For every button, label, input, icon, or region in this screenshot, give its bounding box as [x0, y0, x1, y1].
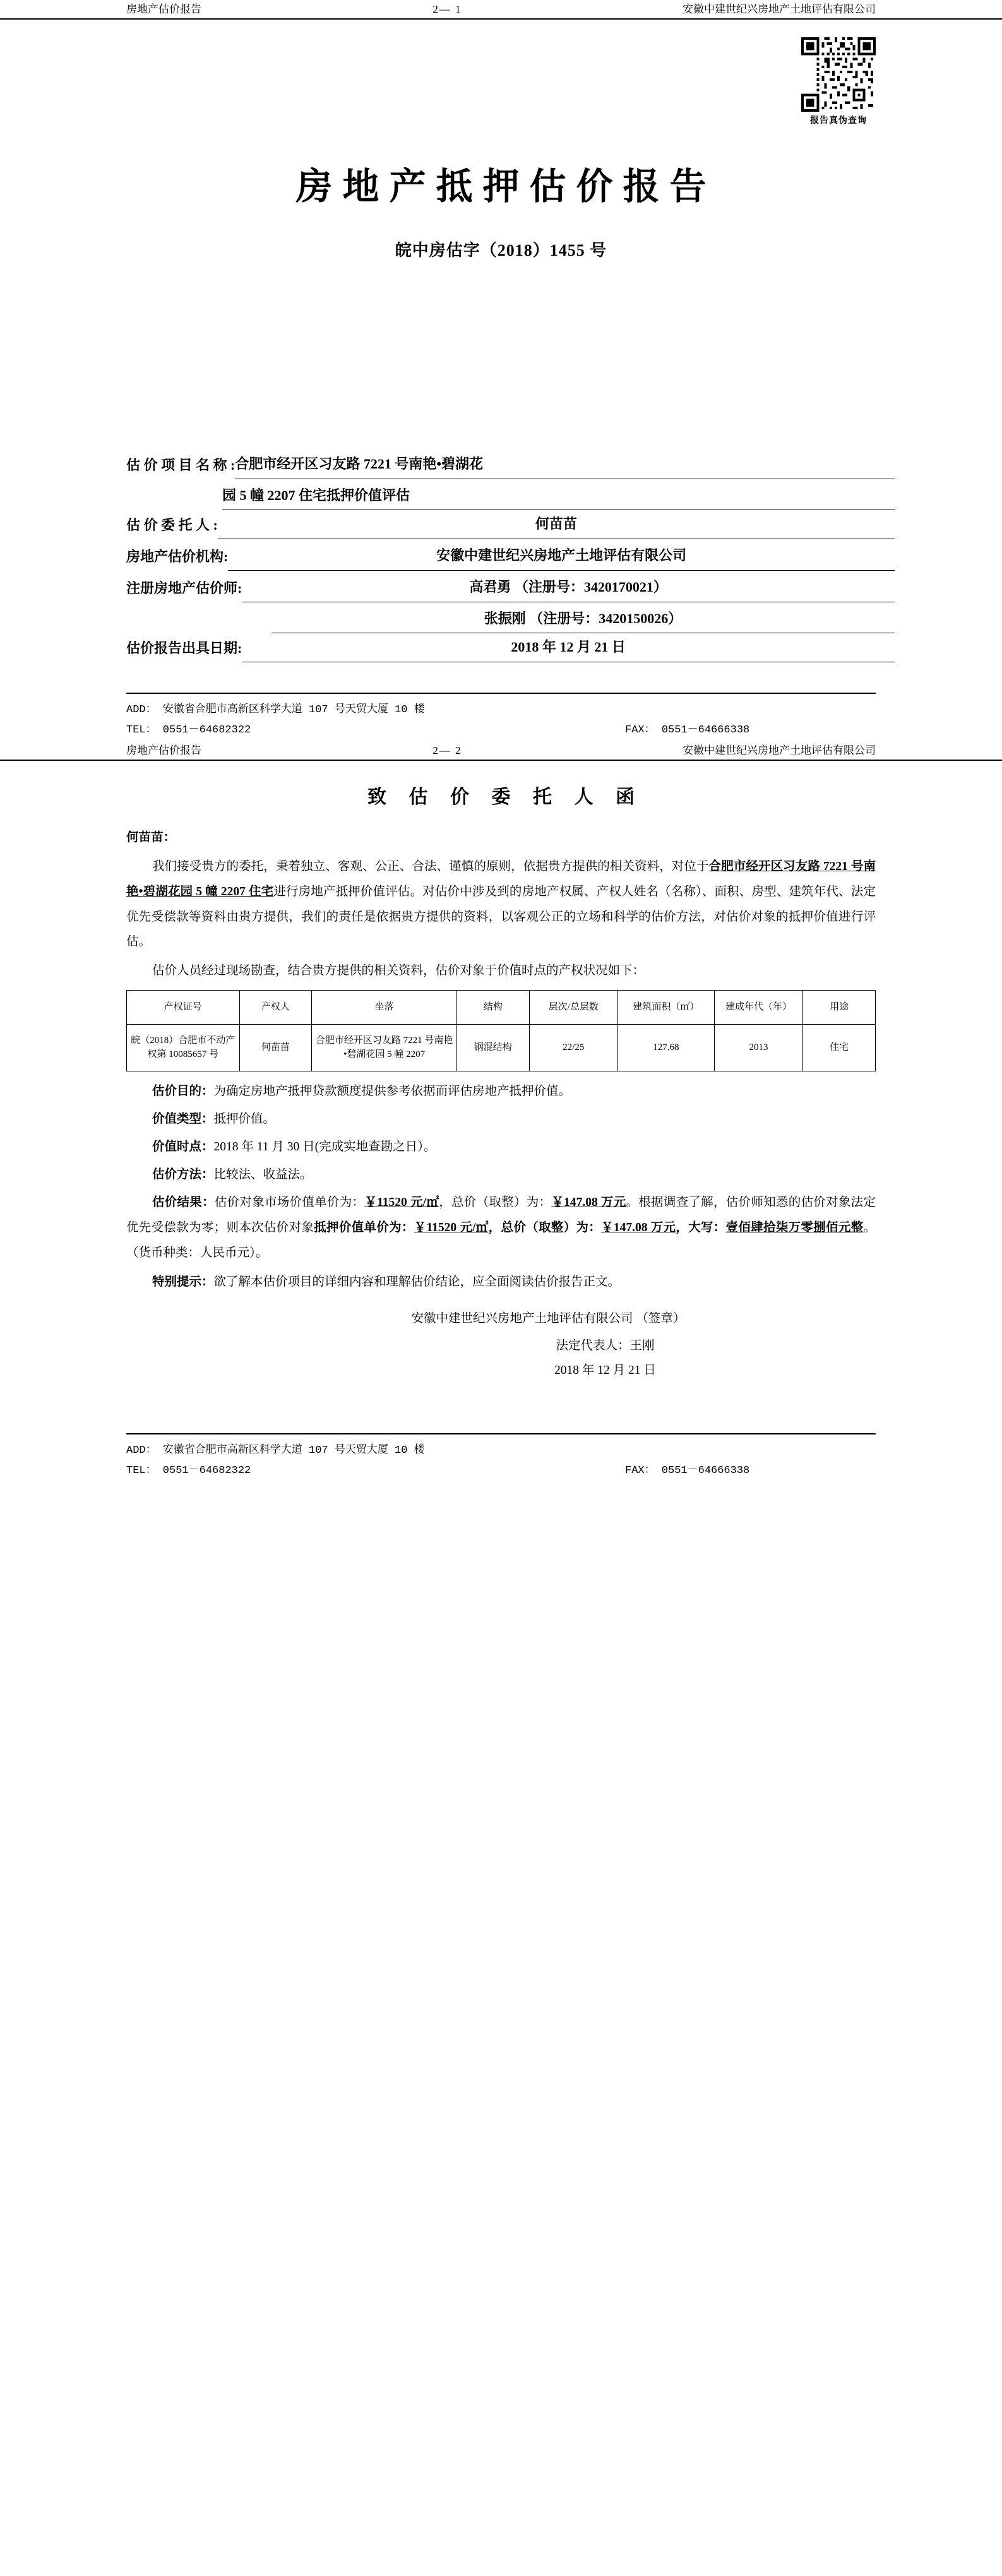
table-header-row — [127, 991, 876, 1025]
document-title: 房地产抵押估价报告 — [295, 166, 717, 207]
result-text-4: 抵押价值单价为： — [314, 1221, 414, 1235]
footer-divider-page1 — [126, 693, 876, 694]
running-header-left-2: 房地产估价报告 — [126, 744, 201, 756]
th-certificate-no: 产权证号 — [127, 991, 240, 1025]
footer-fax: FAX： 0551－64666338 — [625, 724, 750, 737]
field-project-name-value-line2: 园 5 幢 2207 住宅抵押价值评估 — [222, 482, 895, 510]
field-appraiser-value-2: 张振刚 （注册号：3420150026） — [271, 605, 895, 633]
result-text-1: 估价对象市场价值单价为： — [214, 1196, 365, 1210]
letter-page — [0, 741, 1002, 1482]
paragraph-commission-part2: 进行房地产抵押价值评估。对估价中涉及到的房地产权属、产权人姓名（名称）、面积、房型、建筑年代、法定优先受偿款等资料由贵方提供，我们的责任是依据贵方提供的资料，以客观公正的立场和科学的估价方法，对估价对象的抵押价值进行评估。 — [126, 885, 876, 949]
field-value-type — [126, 1107, 876, 1132]
cover-body — [0, 20, 1002, 741]
footer-tel: TEL： 0551－64682322 — [126, 724, 251, 737]
footer-divider-page2 — [126, 1433, 876, 1434]
footer-fax-2: FAX： 0551－64666338 — [625, 1465, 750, 1477]
running-header-company-2: 安徽中建世纪兴房地产土地评估有限公司 — [683, 744, 876, 756]
field-client-value: 何苗苗 — [218, 510, 895, 539]
notice-value: 欲了解本估价项目的详细内容和理解估价结论，应全面阅读估价报告正文。 — [213, 1275, 620, 1289]
running-header-page-number: 2— 1 — [432, 3, 462, 15]
td-structure: 钢混结构 — [456, 1025, 529, 1071]
th-structure: 结构 — [456, 991, 529, 1025]
field-appraiser-continuation — [126, 605, 895, 633]
td-certificate-no: 皖（2018）合肥市不动产权第 10085657 号 — [127, 1025, 240, 1071]
property-table — [126, 990, 876, 1071]
field-appraiser-value-1: 高君勇 （注册号：3420170021） — [242, 573, 895, 602]
field-value-type-label: 价值类型： — [152, 1112, 214, 1126]
cover-field-list — [0, 450, 1002, 662]
field-agency-value: 安徽中建世纪兴房地产土地评估有限公司 — [228, 542, 895, 571]
qr-code[interactable] — [801, 37, 876, 112]
th-year-built: 建成年代（年） — [714, 991, 802, 1025]
field-purpose-label: 估价目的： — [152, 1085, 214, 1099]
field-project-name-value-line1: 合肥市经开区习友路 7221 号南艳•碧湖花 — [235, 450, 895, 479]
field-purpose-value: 为确定房地产抵押贷款额度提供参考依据而评估房地产抵押价值。 — [213, 1085, 571, 1099]
signature-legal-rep: 法定代表人：王刚 — [556, 1339, 655, 1353]
letter-body — [0, 761, 1002, 1482]
field-purpose — [126, 1079, 876, 1104]
paragraph-survey: 估价人员经过现场勘查，结合贵方提供的相关资料，估价对象于价值时点的产权状况如下： — [152, 964, 645, 978]
field-agency-label: 房地产估价机构: — [126, 549, 229, 564]
field-method — [126, 1162, 876, 1188]
result-text-3: 。根据调查了解，估价师知悉的估价对象法定优先受偿款为零；则本次估价对象 — [126, 1196, 876, 1235]
running-header-company: 安徽中建世纪兴房地产土地评估有限公司 — [683, 3, 876, 15]
cover-page — [0, 0, 1002, 741]
field-client — [126, 510, 895, 539]
result-unit-price-market: ￥11520 元/㎡ — [364, 1196, 439, 1210]
td-floor: 22/25 — [529, 1025, 617, 1071]
td-area: 127.68 — [617, 1025, 714, 1071]
result-total-price-market: ￥147.08 万元 — [551, 1196, 626, 1210]
th-location: 坐落 — [312, 991, 457, 1025]
paragraph-commission-property: 合肥市经开区习友路 7221 号南艳•碧湖花园 5 幢 2207 住宅 — [126, 859, 876, 898]
field-appraiser — [126, 573, 895, 602]
table-row — [127, 1025, 876, 1071]
field-client-label: 估 价 委 托 人 : — [126, 517, 218, 533]
field-method-value: 比较法、收益法。 — [213, 1168, 313, 1182]
signature-company: 安徽中建世纪兴房地产土地评估有限公司 （签章） — [411, 1312, 686, 1326]
running-header-page2 — [0, 741, 1002, 761]
field-method-label: 估价方法： — [152, 1168, 214, 1182]
result-unit-price-mortgage: ￥11520 元/㎡ — [414, 1221, 489, 1235]
result-text-6: ，大写： — [676, 1221, 726, 1235]
td-location: 合肥市经开区习友路 7221 号南艳•碧湖花园 5 幢 2207 — [312, 1025, 457, 1071]
running-header-page-number-2: 2— 2 — [432, 744, 462, 756]
field-project-name — [126, 450, 895, 479]
qr-area — [0, 37, 1002, 126]
signature-date: 2018 年 12 月 21 日 — [554, 1364, 656, 1378]
result-text-7: 。（货币种类：人民币元）。 — [126, 1221, 876, 1260]
running-footer-page2 — [0, 1441, 1002, 1482]
letter-title: 致 估 价 委 托 人 函 — [367, 786, 643, 808]
field-value-date-value: 2018 年 11 月 30 日(完成实地查勘之日）。 — [213, 1140, 436, 1154]
result-text-2: ，总价（取整）为： — [439, 1196, 552, 1210]
paragraph-commission — [126, 854, 876, 955]
running-footer-page1 — [0, 700, 1002, 741]
paragraph-notice — [126, 1270, 876, 1295]
paragraph-result — [126, 1190, 876, 1266]
footer-address: ADD： 安徽省合肥市高新区科学大道 107 号天贸大厦 10 楼 — [126, 704, 425, 716]
th-floor: 层次/总层数 — [529, 991, 617, 1025]
th-area: 建筑面积（㎡） — [617, 991, 714, 1025]
cover-spacer — [0, 261, 1002, 450]
document-number: 皖中房估字（2018）1455 号 — [395, 241, 607, 259]
field-issue-date-label: 估价报告出具日期: — [126, 640, 242, 656]
running-header-page1 — [0, 0, 1002, 20]
field-agency — [126, 542, 895, 571]
letter-salutation: 何苗苗： — [126, 830, 176, 844]
footer-address-2: ADD： 安徽省合肥市高新区科学大道 107 号天贸大厦 10 楼 — [126, 1445, 425, 1457]
notice-label: 特别提示： — [152, 1275, 214, 1289]
running-header-left: 房地产估价报告 — [126, 3, 201, 15]
qr-caption: 报告真伪查询 — [810, 116, 867, 126]
field-value-date-label: 价值时点： — [152, 1140, 214, 1154]
result-label: 估价结果： — [152, 1196, 215, 1210]
paragraph-commission-part1: 我们接受贵方的委托，秉着独立、客观、公正、合法、谨慎的原则，依据贵方提供的相关资料，对位于 — [152, 859, 709, 873]
qr-code-icon — [801, 37, 876, 112]
th-owner: 产权人 — [239, 991, 312, 1025]
td-owner: 何苗苗 — [239, 1025, 312, 1071]
result-amount-in-words: 壹佰肆拾柒万零捌佰元整 — [725, 1221, 864, 1235]
td-year-built: 2013 — [714, 1025, 802, 1071]
th-usage: 用途 — [803, 991, 876, 1025]
field-value-date — [126, 1135, 876, 1160]
result-text-5: ，总价（取整）为： — [488, 1221, 602, 1235]
field-appraiser-label: 注册房地产估价师: — [126, 580, 242, 596]
footer-tel-2: TEL： 0551－64682322 — [126, 1465, 251, 1477]
field-issue-date — [126, 633, 895, 662]
field-project-name-continuation — [126, 482, 895, 510]
signature-block — [126, 1306, 876, 1383]
td-usage: 住宅 — [803, 1025, 876, 1071]
field-project-name-label: 估 价 项 目 名 称 : — [126, 457, 236, 473]
field-value-type-value: 抵押价值。 — [213, 1112, 275, 1126]
field-issue-date-value: 2018 年 12 月 21 日 — [242, 633, 895, 662]
result-total-price-mortgage: ￥147.08 万元 — [601, 1221, 676, 1235]
